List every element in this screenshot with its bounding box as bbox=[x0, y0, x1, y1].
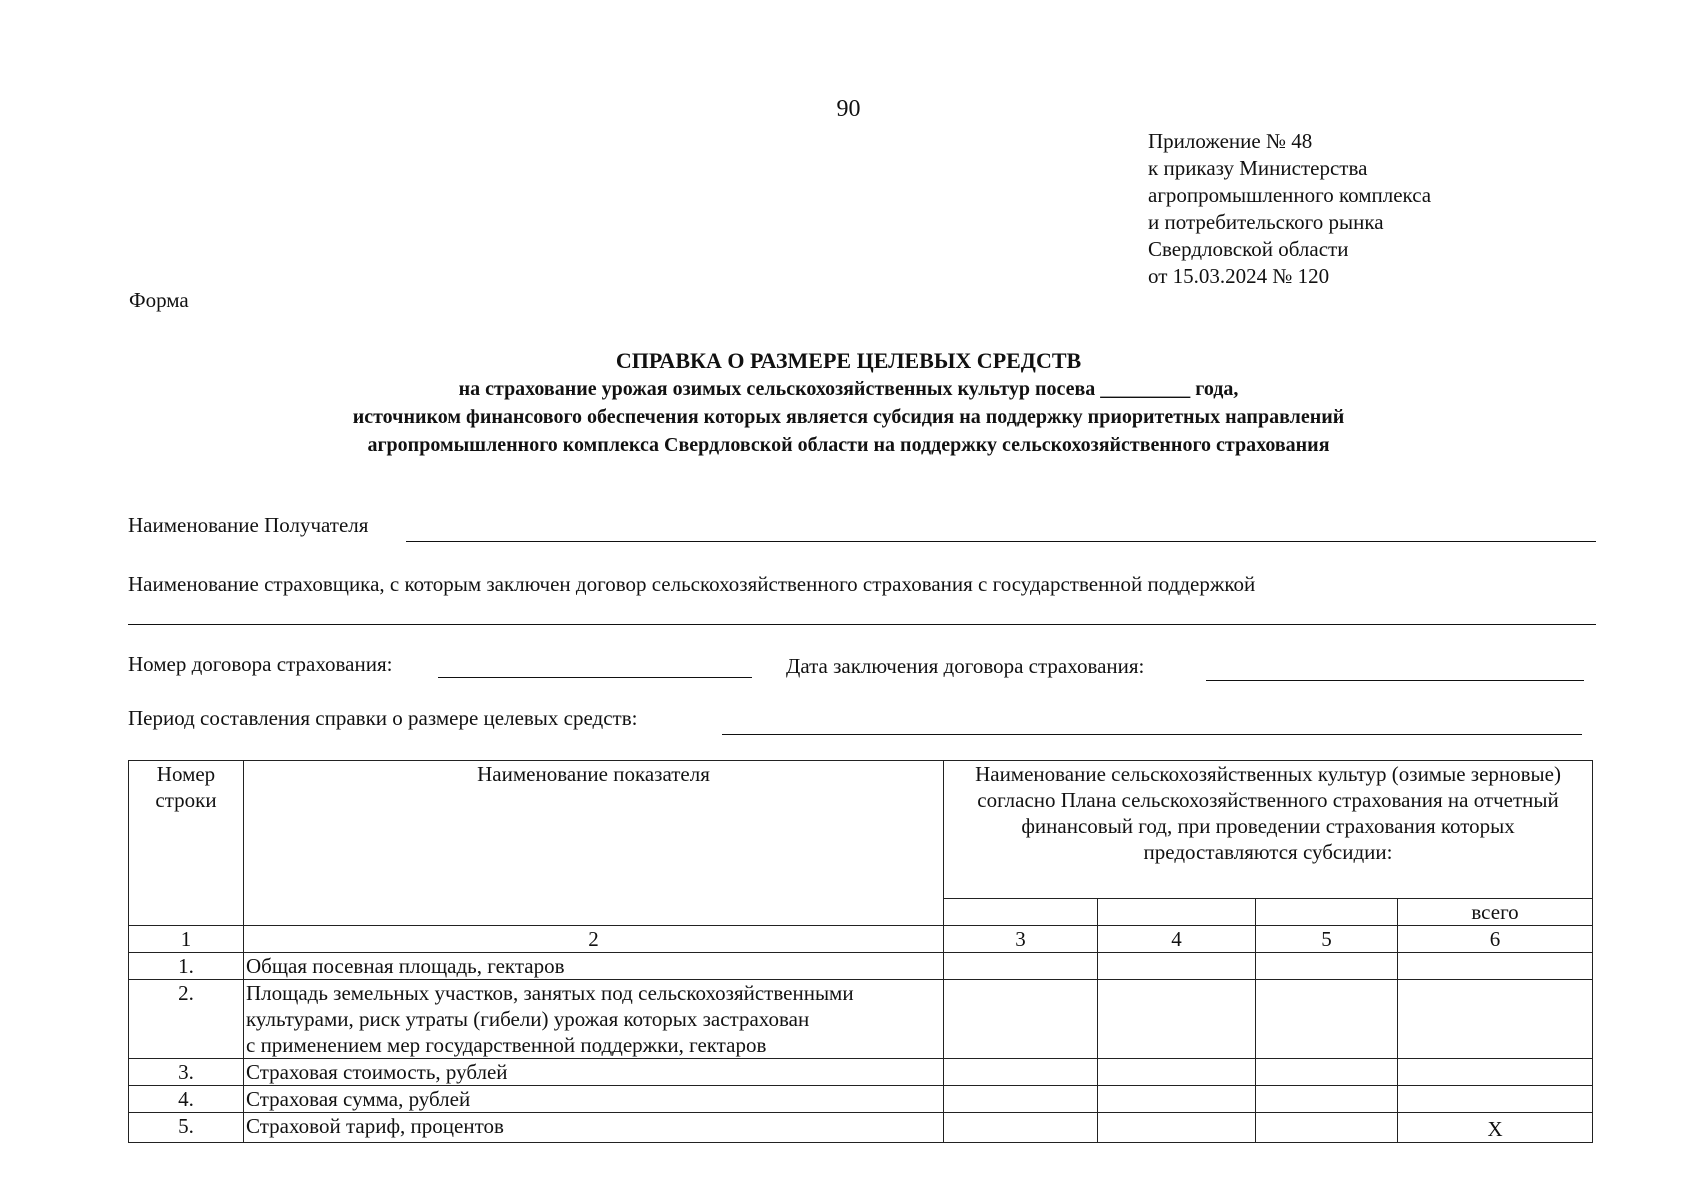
table-row bbox=[129, 1086, 1593, 1113]
appendix-line: от 15.03.2024 № 120 bbox=[1148, 264, 1330, 288]
appendix-line: и потребительского рынка bbox=[1148, 210, 1384, 234]
cell-col5[interactable] bbox=[1256, 1113, 1398, 1143]
column-number: 4 bbox=[1098, 926, 1256, 953]
cell-col3[interactable] bbox=[944, 953, 1098, 980]
cell-col3[interactable] bbox=[944, 1086, 1098, 1113]
cell-col4[interactable] bbox=[1098, 953, 1256, 980]
contract-number-label: Номер договора страхования: bbox=[128, 652, 393, 676]
row-indicator-line: Площадь земельных участков, занятых под сельскохозяйственными bbox=[246, 981, 854, 1005]
cell-total[interactable] bbox=[1398, 1059, 1593, 1086]
title-line: на страхование урожая озимых сельскохозяйственных культур посева _________ года, bbox=[458, 378, 1239, 400]
row-indicator: Страховая сумма, рублей bbox=[244, 1086, 944, 1113]
row-indicator: Страховой тариф, процентов bbox=[244, 1113, 944, 1143]
appendix-line: агропромышленного комплекса bbox=[1148, 183, 1432, 207]
period-label: Период составления справки о размере целевых средств: bbox=[128, 706, 638, 730]
appendix-line: Приложение № 48 bbox=[1148, 129, 1313, 153]
cell-col3[interactable] bbox=[944, 1059, 1098, 1086]
table-row bbox=[129, 1059, 1593, 1086]
appendix-line: Свердловской области bbox=[1148, 237, 1349, 261]
table-row bbox=[129, 980, 1593, 1059]
column-number: 1 bbox=[129, 926, 244, 953]
header-total: всего bbox=[1398, 899, 1593, 926]
cell-col5[interactable] bbox=[1256, 980, 1398, 1059]
cell-total: Х bbox=[1398, 1113, 1593, 1143]
cell-total[interactable] bbox=[1398, 953, 1593, 980]
header-indicator: Наименование показателя bbox=[244, 761, 944, 926]
title-line: источником финансового обеспечения которых является субсидия на поддержку приоритетных направлений bbox=[352, 406, 1345, 428]
cell-col3[interactable] bbox=[944, 980, 1098, 1059]
cell-col4[interactable] bbox=[1098, 1059, 1256, 1086]
header-crops: Наименование сельскохозяйственных культур (озимые зерновые) согласно Плана сельскохозяйственного страхования на отчетный финансовый год, при проведении страхования которых предоставляются субсидии: bbox=[944, 761, 1593, 899]
insurer-label: Наименование страховщика, с которым заключен договор сельскохозяйственного страхования с государственной поддержкой bbox=[128, 572, 1256, 596]
cell-col4[interactable] bbox=[1098, 1086, 1256, 1113]
crop-column-5-header[interactable] bbox=[1256, 899, 1398, 926]
title-line: агропромышленного комплекса Свердловской области на поддержку сельскохозяйственного страхования bbox=[367, 434, 1330, 456]
column-number: 2 bbox=[244, 926, 944, 953]
insurer-field-line[interactable] bbox=[128, 624, 1596, 625]
form-label: Форма bbox=[129, 288, 189, 312]
cell-col5[interactable] bbox=[1256, 953, 1398, 980]
row-number: 1. bbox=[129, 953, 244, 980]
recipient-field-line[interactable] bbox=[406, 541, 1596, 542]
cell-col5[interactable] bbox=[1256, 1086, 1398, 1113]
column-numbers-row bbox=[129, 926, 1593, 953]
row-indicator-line: с применением мер государственной поддержки, гектаров bbox=[246, 1033, 767, 1057]
column-number: 5 bbox=[1256, 926, 1398, 953]
cell-total[interactable] bbox=[1398, 1086, 1593, 1113]
page-number: 90 bbox=[836, 96, 861, 122]
column-number: 6 bbox=[1398, 926, 1593, 953]
row-indicator: Общая посевная площадь, гектаров bbox=[244, 953, 944, 980]
document-title bbox=[0, 347, 1697, 459]
contract-date-field-line[interactable] bbox=[1206, 680, 1584, 681]
row-number: 4. bbox=[129, 1086, 244, 1113]
column-number: 3 bbox=[944, 926, 1098, 953]
row-indicator-line: культурами, риск утраты (гибели) урожая которых застрахован bbox=[246, 1007, 810, 1031]
subsidy-table bbox=[128, 760, 1593, 1143]
contract-number-field-line[interactable] bbox=[438, 677, 752, 678]
row-number: 3. bbox=[129, 1059, 244, 1086]
cell-col5[interactable] bbox=[1256, 1059, 1398, 1086]
cell-col3[interactable] bbox=[944, 1113, 1098, 1143]
title-line: СПРАВКА О РАЗМЕРЕ ЦЕЛЕВЫХ СРЕДСТВ bbox=[615, 348, 1082, 373]
table-header-row bbox=[129, 761, 1593, 899]
crop-column-4-header[interactable] bbox=[1098, 899, 1256, 926]
cell-col4[interactable] bbox=[1098, 1113, 1256, 1143]
crop-column-3-header[interactable] bbox=[944, 899, 1098, 926]
cell-col4[interactable] bbox=[1098, 980, 1256, 1059]
row-number: 5. bbox=[129, 1113, 244, 1143]
row-indicator bbox=[244, 980, 944, 1059]
row-number: 2. bbox=[129, 980, 244, 1059]
recipient-label: Наименование Получателя bbox=[128, 513, 369, 537]
period-field-line[interactable] bbox=[722, 734, 1582, 735]
cell-total[interactable] bbox=[1398, 980, 1593, 1059]
appendix-line: к приказу Министерства bbox=[1148, 156, 1368, 180]
row-indicator: Страховая стоимость, рублей bbox=[244, 1059, 944, 1086]
table-row bbox=[129, 953, 1593, 980]
header-row-number: Номер строки bbox=[129, 761, 244, 926]
contract-date-label: Дата заключения договора страхования: bbox=[786, 654, 1145, 678]
table-row bbox=[129, 1113, 1593, 1143]
appendix-block bbox=[1148, 128, 1431, 290]
